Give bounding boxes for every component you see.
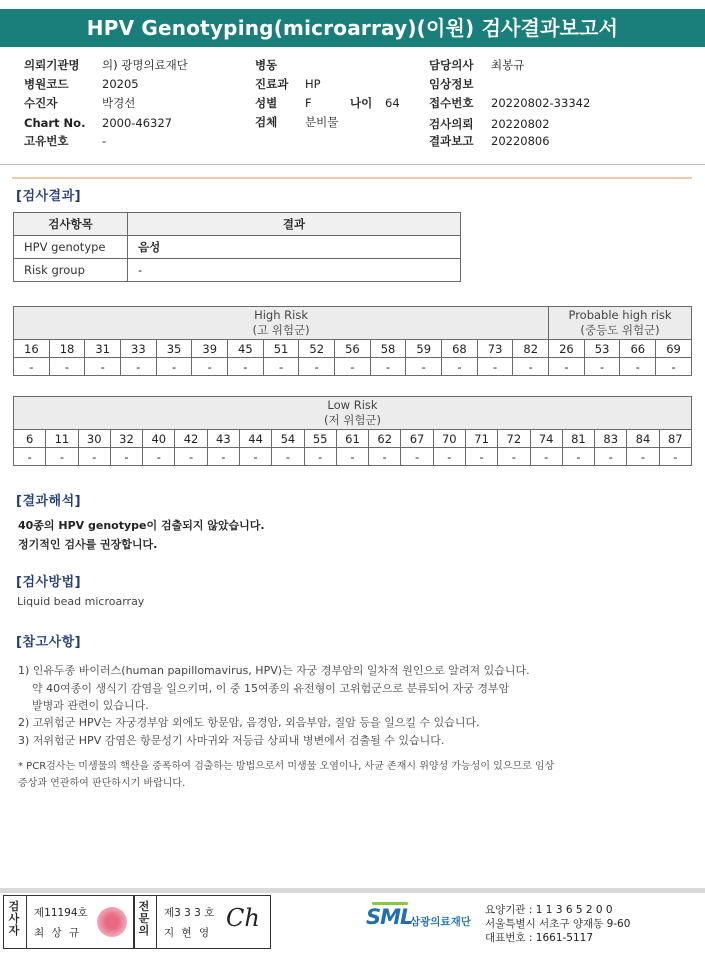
specialist-name: 지 현 영 — [164, 927, 212, 939]
low-risk-title: Low Risk — [327, 398, 378, 412]
genotype-cell: 51 — [263, 340, 299, 358]
header-col1-row1 — [24, 76, 139, 92]
footnote-line: 증상과 연관하여 판단하시기 바랍니다. — [18, 778, 186, 789]
probable-high-risk-subtitle: (중등도 위험군) — [580, 323, 660, 337]
header-label: 결과보고 — [429, 134, 474, 148]
header-label: 접수번호 — [429, 96, 474, 110]
section-reference-title: [참고사항] — [16, 635, 82, 650]
result-table-header — [14, 213, 461, 236]
genotype-result-cell: - — [477, 358, 513, 376]
header-label: 진료과 — [255, 77, 289, 91]
header-label: 임상정보 — [429, 77, 474, 91]
genotype-cell: 87 — [659, 430, 691, 448]
header-value: 20220806 — [491, 134, 550, 148]
genotype-cell: 44 — [239, 430, 271, 448]
genotype-cell: 32 — [110, 430, 142, 448]
genotype-result-cell: - — [49, 358, 85, 376]
genotype-result-cell: - — [627, 448, 659, 466]
genotype-result-cell: - — [401, 448, 433, 466]
sml-logo-text: SML — [366, 905, 413, 929]
genotype-result-cell: - — [121, 358, 157, 376]
genotype-cell: 71 — [465, 430, 497, 448]
genotype-cell: 56 — [335, 340, 371, 358]
header-col1-row2 — [24, 95, 135, 111]
interpretation-text — [18, 516, 265, 554]
high-risk-title: High Risk — [254, 308, 308, 322]
specialist-license-no: 제3 3 3 호 — [164, 907, 215, 919]
genotype-result-cell: - — [228, 358, 264, 376]
table-row — [14, 259, 461, 282]
inspector-seal — [97, 907, 127, 937]
pcr-footnote — [18, 758, 688, 792]
high-risk-header — [14, 307, 549, 340]
header-value: HP — [305, 77, 321, 91]
genotype-result-cell: - — [549, 358, 585, 376]
section-result-title: [검사결과] — [16, 189, 82, 204]
genotype-cell: 18 — [49, 340, 85, 358]
method-text: Liquid bead microarray — [17, 595, 145, 608]
header-col2-row1 — [255, 76, 321, 92]
inspector-sign-box — [3, 895, 135, 949]
reference-line: 2) 고위험군 HPV는 자궁경부암 외에도 항문암, 음경암, 외음부암, 질암 등을 일으킬 수 있습니다. — [18, 716, 480, 729]
high-risk-types-row — [14, 340, 692, 358]
result-col-item: 검사항목 — [14, 213, 128, 236]
inspector-name: 최 상 규 — [34, 927, 82, 939]
org-info-line: 서울특별시 서초구 양재동 9-60 — [485, 918, 631, 930]
header-label: 검사의뢰 — [429, 117, 474, 131]
genotype-cell: 54 — [272, 430, 304, 448]
result-table — [13, 212, 461, 282]
genotype-cell: 66 — [620, 340, 656, 358]
genotype-cell: 26 — [549, 340, 585, 358]
genotype-result-cell: - — [530, 448, 562, 466]
genotype-cell: 33 — [121, 340, 157, 358]
header-value: 20220802 — [491, 117, 550, 131]
genotype-cell: 58 — [370, 340, 406, 358]
genotype-result-cell: - — [143, 448, 175, 466]
probable-high-risk-header — [549, 307, 692, 340]
genotype-result-cell: - — [304, 448, 336, 466]
header-label: 수진자 — [24, 96, 58, 110]
genotype-cell: 73 — [477, 340, 513, 358]
high-risk-values-row — [14, 358, 692, 376]
genotype-result-cell: - — [620, 358, 656, 376]
genotype-result-cell: - — [46, 448, 78, 466]
section-divider — [12, 177, 692, 179]
genotype-cell: 81 — [562, 430, 594, 448]
inspector-label: 검사자 — [8, 900, 20, 937]
genotype-result-cell: - — [299, 358, 335, 376]
genotype-cell: 16 — [14, 340, 50, 358]
genotype-cell: 35 — [156, 340, 192, 358]
genotype-result-cell: - — [156, 358, 192, 376]
genotype-cell: 82 — [513, 340, 549, 358]
header-col3-row4 — [429, 133, 550, 149]
genotype-result-cell: - — [207, 448, 239, 466]
header-label: 검체 — [255, 115, 278, 129]
genotype-result-cell: - — [406, 358, 442, 376]
genotype-cell: 68 — [442, 340, 478, 358]
reference-line: 1) 인유두종 바이러스(human papillomavirus, HPV)는 자궁 경부암의 일차적 원인으로 알려져 있습니다. — [18, 664, 530, 677]
genotype-result-cell: - — [110, 448, 142, 466]
sign-box-divider — [26, 896, 27, 948]
footer-divider — [0, 888, 705, 893]
sign-box-divider — [156, 896, 157, 948]
header-label: 담당의사 — [429, 58, 474, 72]
header-col2-row0 — [255, 57, 305, 73]
genotype-cell: 43 — [207, 430, 239, 448]
genotype-result-cell: - — [442, 358, 478, 376]
age-label: 나이 — [350, 96, 373, 110]
header-value: 2000-46327 — [102, 116, 172, 130]
genotype-cell: 55 — [304, 430, 336, 448]
low-risk-genotype-table — [13, 396, 692, 466]
reference-line: 발병과 관련이 있습니다. — [32, 699, 149, 712]
header-col3-row3 — [429, 116, 550, 132]
genotype-cell: 59 — [406, 340, 442, 358]
header-col2-row3 — [255, 114, 338, 130]
genotype-result-cell: - — [433, 448, 465, 466]
genotype-result-cell: - — [659, 448, 691, 466]
genotype-cell: 40 — [143, 430, 175, 448]
reference-line: 3) 저위험군 HPV 감염은 항문성기 사마귀와 저등급 상피내 병변에서 검출될 수 있습니다. — [18, 734, 445, 747]
genotype-cell: 61 — [336, 430, 368, 448]
result-item: HPV genotype — [14, 236, 128, 259]
header-col1-row4 — [24, 133, 106, 149]
header-col1-row3 — [24, 116, 172, 130]
header-divider — [0, 164, 705, 165]
genotype-cell: 42 — [175, 430, 207, 448]
header-col3-row0 — [429, 57, 524, 73]
genotype-cell: 45 — [228, 340, 264, 358]
low-risk-subtitle: (저 위험군) — [323, 413, 382, 427]
result-value: - — [128, 259, 461, 282]
low-risk-values-row — [14, 448, 692, 466]
probable-high-risk-title: Probable high risk — [568, 308, 672, 322]
genotype-cell: 39 — [192, 340, 228, 358]
header-col3-row2 — [429, 95, 590, 111]
header-col3-row1 — [429, 76, 491, 92]
table-row — [14, 236, 461, 259]
genotype-result-cell: - — [85, 358, 121, 376]
genotype-result-cell: - — [336, 448, 368, 466]
interpretation-line: 40종의 HPV genotype이 검출되지 않았습니다. — [18, 519, 265, 532]
high-risk-genotype-table — [13, 306, 692, 376]
header-value: 20205 — [102, 77, 139, 91]
genotype-cell: 53 — [584, 340, 620, 358]
genotype-result-cell: - — [239, 448, 271, 466]
report-title: HPV Genotyping(microarray)(이원) 검사결과보고서 — [0, 9, 705, 47]
genotype-cell: 30 — [78, 430, 110, 448]
specialist-label: 전문의 — [138, 900, 150, 937]
genotype-result-cell: - — [369, 448, 401, 466]
header-value: 최봉규 — [491, 58, 525, 72]
footnote-line: * PCR검사는 미생물의 핵산을 증폭하여 검출하는 방법으로서 미생물 오염이나, 사균 존재시 위양성 가능성이 있으므로 임상 — [18, 761, 555, 772]
low-risk-types-row — [14, 430, 692, 448]
genotype-result-cell: - — [656, 358, 692, 376]
genotype-result-cell: - — [78, 448, 110, 466]
genotype-result-cell: - — [498, 448, 530, 466]
result-value: 음성 — [128, 236, 461, 259]
interpretation-line: 정기적인 검사를 권장합니다. — [18, 538, 158, 551]
genotype-cell: 11 — [46, 430, 78, 448]
genotype-result-cell: - — [175, 448, 207, 466]
genotype-cell: 74 — [530, 430, 562, 448]
genotype-cell: 83 — [595, 430, 627, 448]
genotype-result-cell: - — [192, 358, 228, 376]
org-info-line: 대표번호 : 1661-5117 — [485, 932, 594, 944]
reference-line: 약 40여종이 생식기 감염을 일으키며, 이 중 15여종의 유전형이 고위험군으로 분류되어 자궁 경부암 — [32, 682, 510, 695]
age-value: 64 — [385, 96, 400, 110]
header-value: - — [102, 134, 107, 148]
genotype-cell: 31 — [85, 340, 121, 358]
genotype-cell: 69 — [656, 340, 692, 358]
genotype-result-cell: - — [370, 358, 406, 376]
genotype-result-cell: - — [14, 358, 50, 376]
org-info-line: 요양기관 : 1 1 3 6 5 2 0 0 — [485, 904, 613, 916]
genotype-result-cell: - — [14, 448, 46, 466]
genotype-cell: 52 — [299, 340, 335, 358]
genotype-cell: 67 — [401, 430, 433, 448]
result-col-result: 결과 — [128, 213, 461, 236]
sml-logo-swoosh — [372, 902, 408, 905]
sml-logo-name: 삼광의료재단 — [410, 916, 471, 928]
header-value: 박경선 — [102, 96, 136, 110]
genotype-result-cell: - — [335, 358, 371, 376]
specialist-signature: Ch — [226, 904, 260, 932]
header-label: 고유번호 — [24, 134, 69, 148]
header-col2-row2 — [255, 95, 400, 111]
header-label: 병동 — [255, 58, 278, 72]
genotype-result-cell: - — [263, 358, 299, 376]
header-col1-row0 — [24, 57, 188, 73]
high-risk-subtitle: (고 위험군) — [252, 323, 310, 337]
section-interpretation-title: [결과해석] — [16, 494, 82, 509]
genotype-result-cell: - — [513, 358, 549, 376]
header-value: 의) 광명의료재단 — [102, 58, 188, 72]
genotype-cell: 72 — [498, 430, 530, 448]
header-label: 성별 — [255, 96, 278, 110]
section-method-title: [검사방법] — [16, 575, 82, 590]
header-value: 분비물 — [305, 115, 339, 129]
genotype-cell: 62 — [369, 430, 401, 448]
genotype-cell: 70 — [433, 430, 465, 448]
header-label: Chart No. — [24, 116, 86, 130]
result-item: Risk group — [14, 259, 128, 282]
genotype-result-cell: - — [562, 448, 594, 466]
header-value: 20220802-33342 — [491, 96, 591, 110]
genotype-result-cell: - — [595, 448, 627, 466]
header-label: 병원코드 — [24, 77, 69, 91]
genotype-cell: 6 — [14, 430, 46, 448]
genotype-result-cell: - — [272, 448, 304, 466]
specialist-sign-box — [133, 895, 271, 949]
low-risk-header — [14, 397, 692, 430]
genotype-result-cell: - — [465, 448, 497, 466]
inspector-license-no: 제11194호 — [34, 907, 88, 919]
header-value: F — [305, 96, 312, 110]
header-label: 의뢰기관명 — [24, 58, 80, 72]
genotype-result-cell: - — [584, 358, 620, 376]
genotype-cell: 84 — [627, 430, 659, 448]
